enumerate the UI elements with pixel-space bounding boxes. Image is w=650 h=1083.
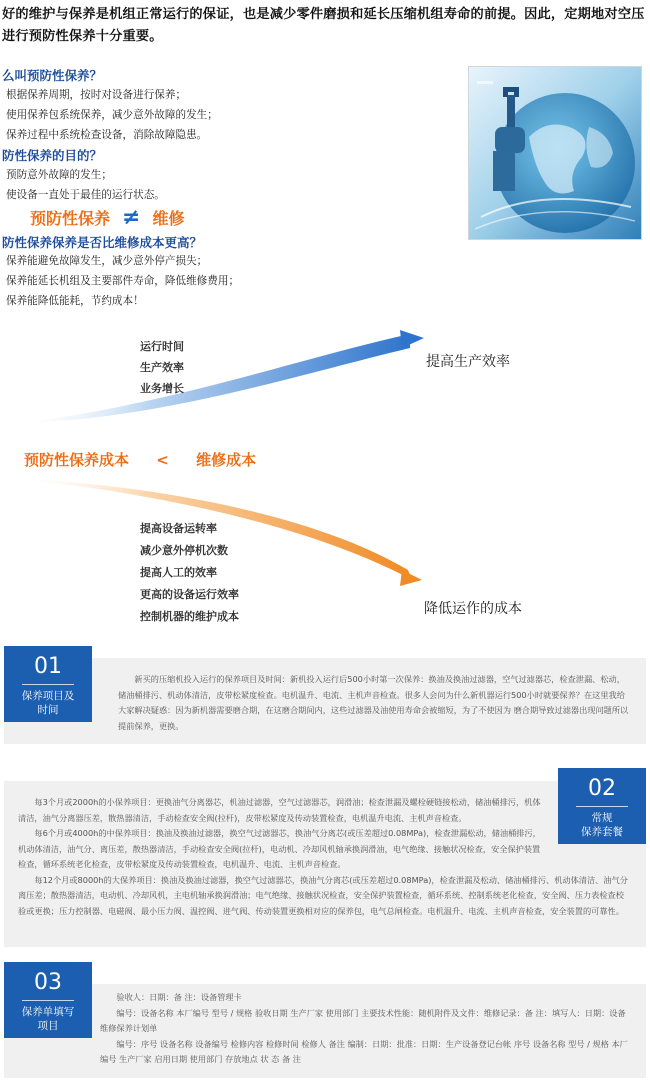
- not-equal-right: 维修: [152, 209, 185, 228]
- what-is-heading: 么叫预防性保养？: [2, 68, 103, 83]
- intro-line-2: 进行预防性保养十分重要。: [2, 29, 163, 44]
- section-01-title-line1: 保养项目及: [21, 690, 75, 702]
- compare-sign: <: [156, 451, 169, 469]
- section-02-title-line2: 保养套餐: [581, 826, 623, 838]
- blue-item: 生产效率: [140, 361, 184, 374]
- section-03-title-line2: 项目: [37, 1020, 59, 1032]
- orange-item: 控制机器的维护成本: [140, 610, 239, 623]
- not-equal-banner: [30, 206, 184, 229]
- not-equal-sign: ≠: [122, 204, 141, 230]
- section-03-text: 编号：序号 设备名称 设备编号 检修内容 检修时间 检修人 备注 编制：日期：批准：日期：生产设备登记台帐 序号 设备名称 型号 / 规格 本厂编号 生产厂家 启用日期 使用部门 存放地点 状 态 备 注: [100, 1038, 628, 1064]
- section-01-text: 新买的压缩机投入运行的保养项目及时间：新机投入运行后500小时第一次保养：换油及换油过滤器，空气过滤器芯，检查泄漏、松动，储油桶排污、机动体清洁，皮带松紧度检查。电机温升、电流、主机声音检查。很多人会问为什么新机器运行500小时就要保养？在这里我给大家解决疑惑：因为新机器需要磨合期，在这磨合期间内，这些过滤器及油使用寿命会被缩短，为了不使因为 磨合期导致过滤器出现问题所以提前保养，更换。: [118, 674, 629, 731]
- globe-wrench-image: [469, 67, 641, 239]
- section-03-panel: [4, 984, 646, 1078]
- compare-left: 预防性保养成本: [24, 451, 130, 469]
- section-02-text: 每3个月或2000h的小保养项目：更换油气分离器芯，机油过滤器，空气过滤器芯，润滑油；检查泄漏及螺栓硬链接松动，储油桶排污，机体清洁，油气分离器压差，散热器清洁，手动检查安全阀(拉杆)，皮带松紧度及传动装置检查，电机温升电流、主机声音检查。: [18, 797, 541, 823]
- intro-paragraph: [2, 4, 648, 48]
- blue-arrow-head: [400, 330, 424, 348]
- what-is-item: 使用保养包系统保养，减少意外故障的发生；: [6, 109, 218, 121]
- orange-result: 降低运作的成本: [424, 601, 522, 617]
- section-01-panel: [4, 658, 646, 744]
- blue-result: 提高生产效率: [426, 354, 510, 370]
- section-02-text: 每12个月或8000h的大保养项目：换油及换油过滤器，换空气过滤器芯，换油气分离芯(或压差超过0.08MPa)，检查泄漏及松动、储油桶排污、机动体清洁、油气分离压差；散热器清洁，电动机、冷却风机，主电机轴承换润滑油；电气绝缘、接触状况检查，安全保护装置检查，循环系统、控制系统老化检查，安全阀、压力表检查校验或更换；压力控制器、电磁阀、最小压力阀、温控阀、进气阀、传动装置更换相对应的保养包，电气总闸检查。电机温升、电流、主机声音检查，安全装置的可靠性。: [18, 874, 628, 916]
- section-03-badge: [4, 962, 92, 1038]
- what-is-item: 根据保养周期，按时对设备进行保养；: [6, 89, 187, 101]
- section-01-divider: [22, 684, 73, 685]
- section-02-panel: [4, 781, 646, 947]
- blue-item: 运行时间: [140, 340, 184, 353]
- section-03-title-line1: 保养单填写: [21, 1006, 75, 1018]
- cost-efficiency-diagram: [0, 318, 650, 628]
- maintenance-illustration: [468, 66, 642, 240]
- section-02-divider: [576, 806, 627, 807]
- section-03-divider: [22, 1000, 73, 1001]
- cost-item: 保养能延长机组及主要部件寿命，降低维修费用；: [6, 275, 240, 287]
- orange-item: 提高人工的效率: [140, 566, 217, 579]
- purpose-heading: 防性保养的目的？: [2, 148, 103, 163]
- section-01-badge: [4, 646, 92, 722]
- cost-item: 保养能避免故障发生，减少意外停产损失；: [6, 255, 208, 267]
- section-03-text: 验收人：日期：备 注：设备管理卡: [116, 992, 242, 1002]
- purpose-item: 使设备一直处于最佳的运行状态。: [6, 189, 165, 201]
- orange-item: 减少意外停机次数: [140, 544, 228, 557]
- not-equal-left: 预防性保养: [30, 209, 111, 228]
- orange-item: 更高的设备运行效率: [140, 588, 239, 601]
- section-01-title-line2: 时间: [37, 704, 59, 716]
- section-03-text: 编号：设备名称 本厂编号 型号 / 规格 验收日期 生产厂家 使用部门 主要技术性能：随机附件及文件：维修记录：备 注：填写人：日期：设备维修保养计划单: [100, 1007, 626, 1033]
- blue-curve: [10, 334, 410, 424]
- what-is-item: 保养过程中系统检查设备，消除故障隐患。: [6, 129, 208, 141]
- section-02-text: 每6个月或4000h的中保养项目：换油及换油过滤器，换空气过滤器芯，换油气分离芯(或压差超过0.08MPa)，检查泄漏松动，储油桶排污，机动体清洁，油气分、离压差，散热器清洁，手动检查安全阀(拉杆)，电动机、冷却风机轴承换润滑油，电气绝缘、接触状况检查，安全保护装置检查，循环系统老化检查，皮带松紧度及传动装置检查，电机温升、电流、主机声音检查。: [18, 828, 541, 869]
- section-02-badge: [558, 768, 646, 844]
- orange-item: 提高设备运转率: [140, 522, 217, 535]
- orange-arrow-head: [400, 570, 422, 586]
- cost-heading: 防性保养保养是否比维修成本更高？: [2, 235, 203, 250]
- section-01-number: 01: [34, 654, 62, 679]
- cost-item: 保养能降低能耗，节约成本！: [6, 295, 144, 307]
- section-02-number: 02: [588, 776, 616, 801]
- cost-comparison: [24, 449, 278, 470]
- intro-line-1: 好的维护与保养是机组正常运行的保证，也是减少零件磨损和延长压缩机组寿命的前提。因此，定期地对空压: [2, 7, 645, 22]
- section-03-number: 03: [34, 970, 62, 995]
- section-02-title-line1: 常规: [591, 812, 613, 824]
- blue-item: 业务增长: [140, 382, 184, 395]
- purpose-item: 预防意外故障的发生；: [6, 169, 112, 181]
- compare-right: 维修成本: [196, 451, 257, 469]
